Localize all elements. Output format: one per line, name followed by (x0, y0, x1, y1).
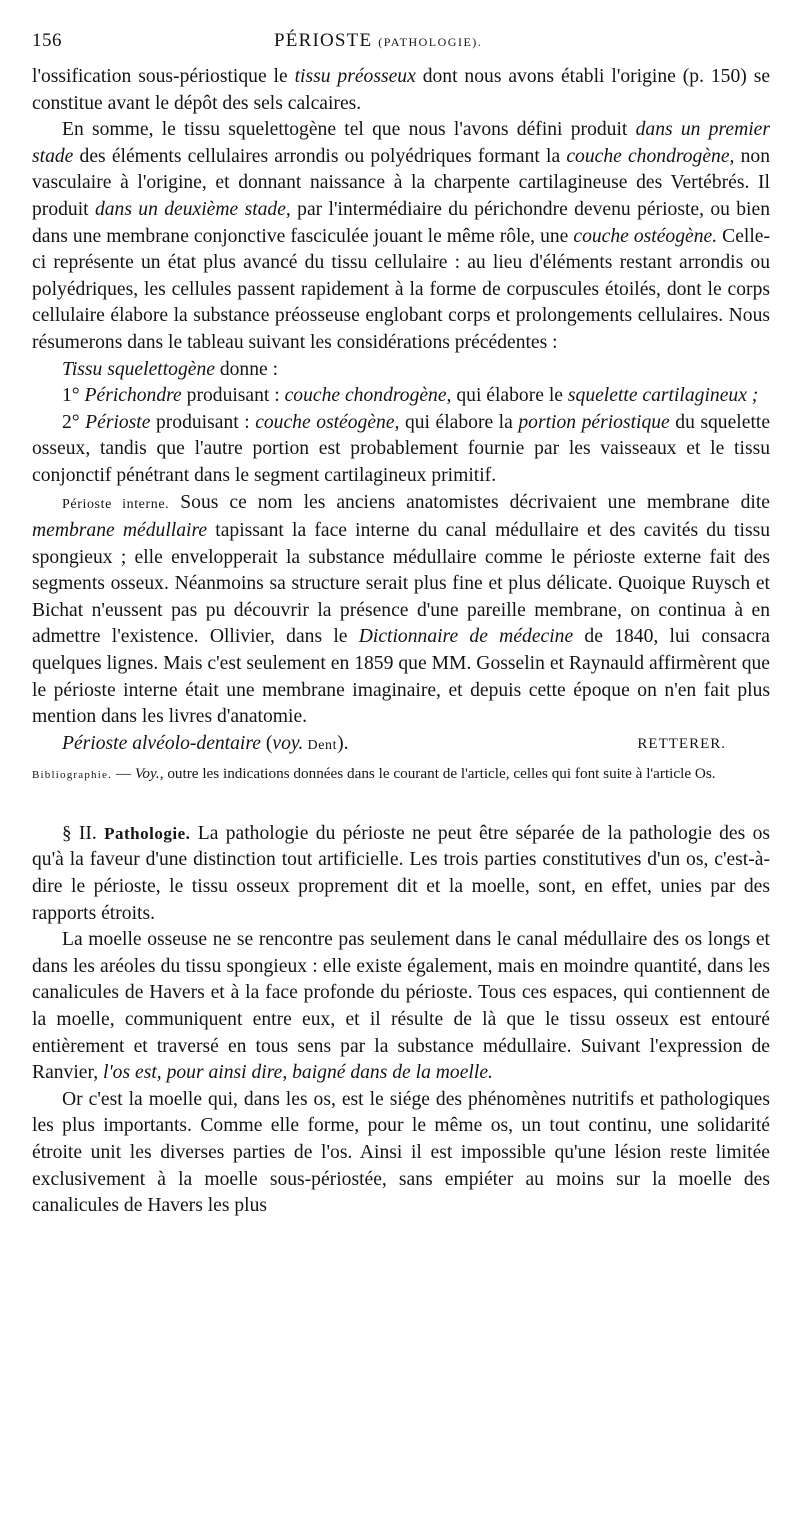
paragraph-ossification: l'ossification sous-périostique le tissu préosseux dont nous avons établi l'origine (p. 150) se constitue avant le dépôt des sels calcaires. (32, 66, 771, 114)
page-number: 156 (32, 30, 62, 51)
section-sign-icon: § (62, 822, 72, 844)
paragraph-moelle-siege: Or c'est la moelle qui, dans les os, est le siége des phénomènes nutritifs et pathologiques les plus importants. Comme elle forme, pour le même os, un tout continu, une solidarité étroite unit les diverses parties de l'os. Ainsi il est impossible qu'une lésion reste limitée exclusivement à la moelle sous-périostée, sans empiéter au moins sur la moelle des canalicules de Havers les plus (32, 1088, 770, 1217)
section-heading: Pathologie. (104, 823, 191, 843)
bibliography-note: Bibliographie. — Voy., outre les indications données dans le courant de l'article, celles qui font suite à l'article Os. (32, 764, 716, 782)
bibliography-label: Bibliographie. (32, 768, 113, 781)
document-page (32, 30, 770, 1220)
running-header (32, 30, 770, 64)
section-pathologie (32, 821, 770, 1220)
subsection-heading: Périoste interne. (62, 496, 170, 512)
running-title-sub: (PATHOLOGIE). (378, 35, 483, 49)
running-title (274, 30, 482, 52)
author-signature: RETTERER. (637, 735, 726, 752)
paragraph-pathologie-intro: § II. Pathologie. La pathologie du périoste ne peut être séparée de la pathologie des os qu'à la faveur d'une distinction tout artificielle. Les trois parties constitutives d'un os, c'est-à-dire le périoste, le tissu osseux proprement dit et la moelle, sont, en effet, unies par des rapports étroits. (32, 822, 770, 924)
paragraph-tissu-squelettogene: Tissu squelettogène donne : (62, 358, 279, 380)
paragraph-en-somme: En somme, le tissu squelettogène tel que nous l'avons défini produit dans un premier stade des éléments cellulaires arrondis ou polyédriques formant la couche chondrogène, non vasculaire à l'origine, et donnant naissance à la charpente cartilagineuse des Vertébrés. Il produit dans un deuxième stade, par l'intermédiaire du périchondre devenu périoste, ou bien dans une membrane conjonctive fasciculée jouant le même rôle, une couche ostéogène. Celle-ci représente un état plus avancé du tissu cellulaire : au lieu d'éléments restant arrondis ou polyédriques, les cellules passent rapidement à la forme de corpuscules étoilés, dont le corps cellulaire élabore la substance préosseuse englobant corps et prolongements cellulaires. Nous résumerons dans le tableau suivant les considérations précédentes : (32, 119, 771, 353)
paragraph-perioste-interne: Périoste interne. Sous ce nom les anciens anatomistes décrivaient une membrane dite membrane médullaire tapissant la face interne du canal médullaire et des cavités du tissu spongieux ; elle envelopperait la substance médullaire comme le périoste externe fait des segments osseux. Néanmoins sa structure serait plus fine et plus délicate. Quoique Ruysch et Bichat n'eussent pas pu découvrir la présence d'une pareille membrane, on continua à en admettre l'existence. Ollivier, dans le Dictionnaire de médecine de 1840, lui consacra quelques lignes. Mais c'est seulement en 1859 que MM. Gosselin et Raynauld affirmèrent que le périoste interne était une membrane imaginaire, et depuis cette époque on n'en fait plus mention dans les livres d'anatomie. (32, 491, 771, 728)
list-item-perioste: 2° Périoste produisant : couche ostéogène, qui élabore la portion périostique du squelette osseux, tandis que l'autre portion est probablement fournie par les vaisseaux et le tissu conjonctif pénétrant dans le segment cartilagineux primitif. (32, 411, 771, 486)
list-item-perichondre: 1° Périchondre produisant : couche chondrogène, qui élabore le squelette cartilagineux ; (62, 385, 759, 407)
cross-reference-line: Périoste alvéolo-dentaire (voy. Dent). RETTERER. (32, 731, 770, 758)
running-title-main: PÉRIOSTE (274, 30, 373, 51)
paragraph-moelle-osseuse: La moelle osseuse ne se rencontre pas seulement dans le canal médullaire des os longs et dans les aréoles du tissu spongieux : elle existe également, mais en moindre quantité, dans les canalicules de Havers et à la face profonde du périoste. Tous ces espaces, qui contiennent de la moelle, communiquent entre eux, et il résulte de là que le tissu osseux est entouré entièrement et traversé en tous sens par la substance médullaire. Suivant l'expression de Ranvier, l'os est, pour ainsi dire, baigné dans de la moelle. (32, 929, 770, 1084)
